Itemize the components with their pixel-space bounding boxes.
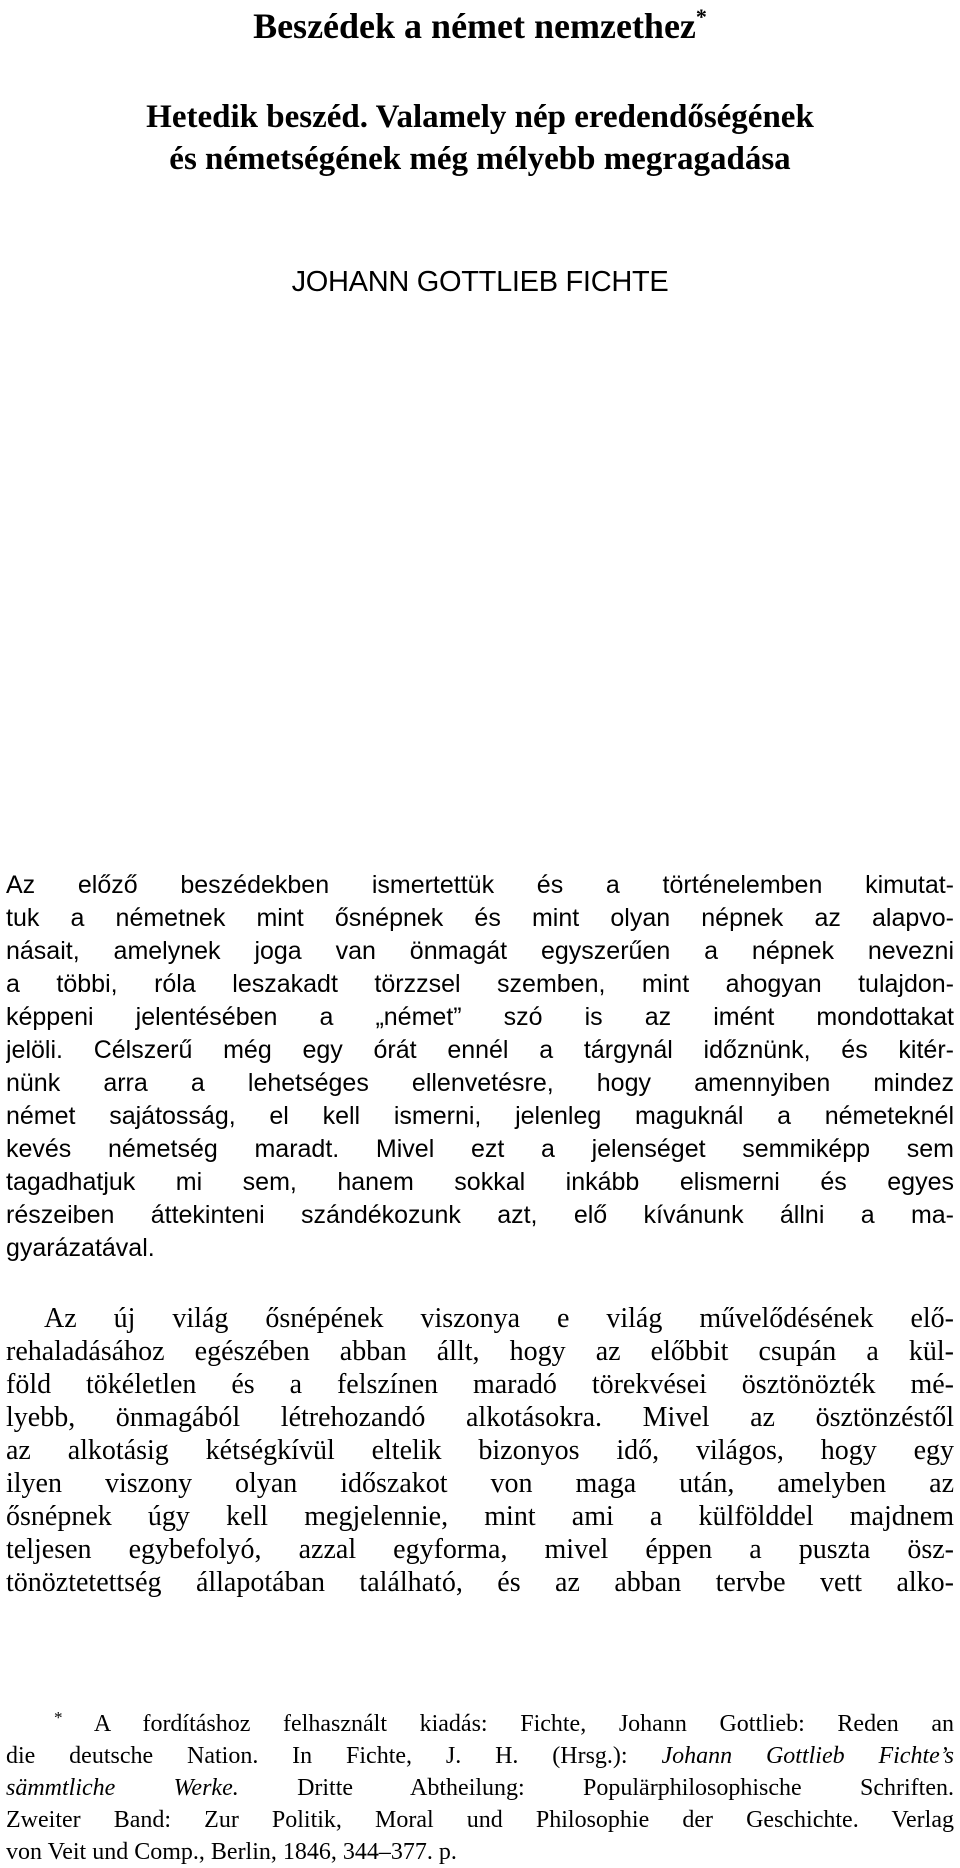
footnote-mark: * <box>54 1708 63 1727</box>
text-line: násait, amelynek joga van önmagát egyszerűen a népnek nevezni <box>6 937 954 965</box>
text-line: tönöztetettség állapotában található, és az abban tervbe vett alko- <box>6 1567 954 1598</box>
footnote-line: Zweiter Band: Zur Politik, Moral und Philosophie der Geschichte. Verlag <box>6 1807 954 1833</box>
text-line: az alkotásig kétségkívül eltelik bizonyos idő, világos, hogy egy <box>6 1435 954 1466</box>
text-line: lyebb, önmagából létrehozandó alkotásokra. Mivel az ösztönzéstől <box>6 1402 954 1433</box>
footnote-text: A fordításhoz felhasznált kiadás: Fichte, Johann Gottlieb: Reden an <box>93 1711 954 1737</box>
footnote-italic-text: Johann Gottlieb Fichte’s <box>661 1743 954 1769</box>
author-name: JOHANN GOTTLIEB FICHTE <box>291 266 669 298</box>
text-line: kevés németség maradt. Mivel ezt a jelenséget semmiképp sem <box>6 1135 954 1163</box>
text-line: Az előző beszédekben ismertettük és a történelemben kimutat- <box>6 871 954 899</box>
footnote-italic-text: sämmtliche Werke. <box>6 1775 239 1801</box>
footnote-line <box>6 1708 954 1740</box>
text-line: jelöli. Célszerű még egy órát ennél a tárgynál időznünk, és kitér- <box>6 1036 954 1064</box>
footnote-line <box>6 1772 954 1804</box>
text-line: nünk arra a lehetséges ellenvetésre, hogy amennyiben mindez <box>6 1069 954 1097</box>
footnote-line: von Veit und Comp., Berlin, 1846, 344–377. p. <box>6 1839 457 1865</box>
paragraph-1 <box>6 869 954 1265</box>
text-line: ősnépnek úgy kell megjelennie, mint ami a külfölddel majdnem <box>6 1501 954 1532</box>
text-line: részeiben áttekinteni szándékozunk azt, elő kívánunk állni a ma- <box>6 1201 954 1229</box>
footnote-text: die deutsche Nation. In Fichte, J. H. (Hrsg.): <box>6 1743 662 1769</box>
footnote <box>6 1708 954 1868</box>
text-line: német sajátosság, el kell ismerni, jelenleg maguknál a németeknél <box>6 1102 954 1130</box>
text-line: rehaladásához egészében abban állt, hogy az előbbit csupán a kül- <box>6 1336 954 1367</box>
text-line: teljesen egybefolyó, azzal egyforma, mivel éppen a puszta ösz- <box>6 1534 954 1565</box>
text-line: tuk a németnek mint ősnépnek és mint olyan népnek az alapvo- <box>6 904 954 932</box>
subtitle-line: és németségének még mélyebb megragadása <box>169 141 791 177</box>
text-line: ilyen viszony olyan időszakot von maga után, amelyben az <box>6 1468 954 1499</box>
text-line: föld tökéletlen és a felszínen maradó törekvései ösztönözték mé- <box>6 1369 954 1400</box>
text-line: képpeni jelentésében a „német” szó is az imént mondottakat <box>6 1003 954 1031</box>
text-line: Az új világ ősnépének viszonya e világ művelődésének elő- <box>44 1303 954 1334</box>
footnote-text: Dritte Abtheilung: Populärphilosophische Schriften. <box>238 1775 954 1801</box>
text-line: tagadhatjuk mi sem, hanem sokkal inkább elismerni és egyes <box>6 1168 954 1196</box>
footnote-line <box>6 1740 954 1772</box>
paragraph-2 <box>6 1302 954 1599</box>
subtitle-line: Hetedik beszéd. Valamely nép eredendőségének <box>146 99 814 135</box>
title-text: Beszédek a német nemzethez <box>253 6 696 46</box>
text-line: a többi, róla leszakadt törzzsel szemben, mint ahogyan tulajdon- <box>6 970 954 998</box>
chapter-subtitle <box>0 96 960 180</box>
text-line: gyarázatával. <box>6 1234 155 1262</box>
document-title <box>0 2 960 50</box>
footnote-marker: * <box>695 4 707 29</box>
